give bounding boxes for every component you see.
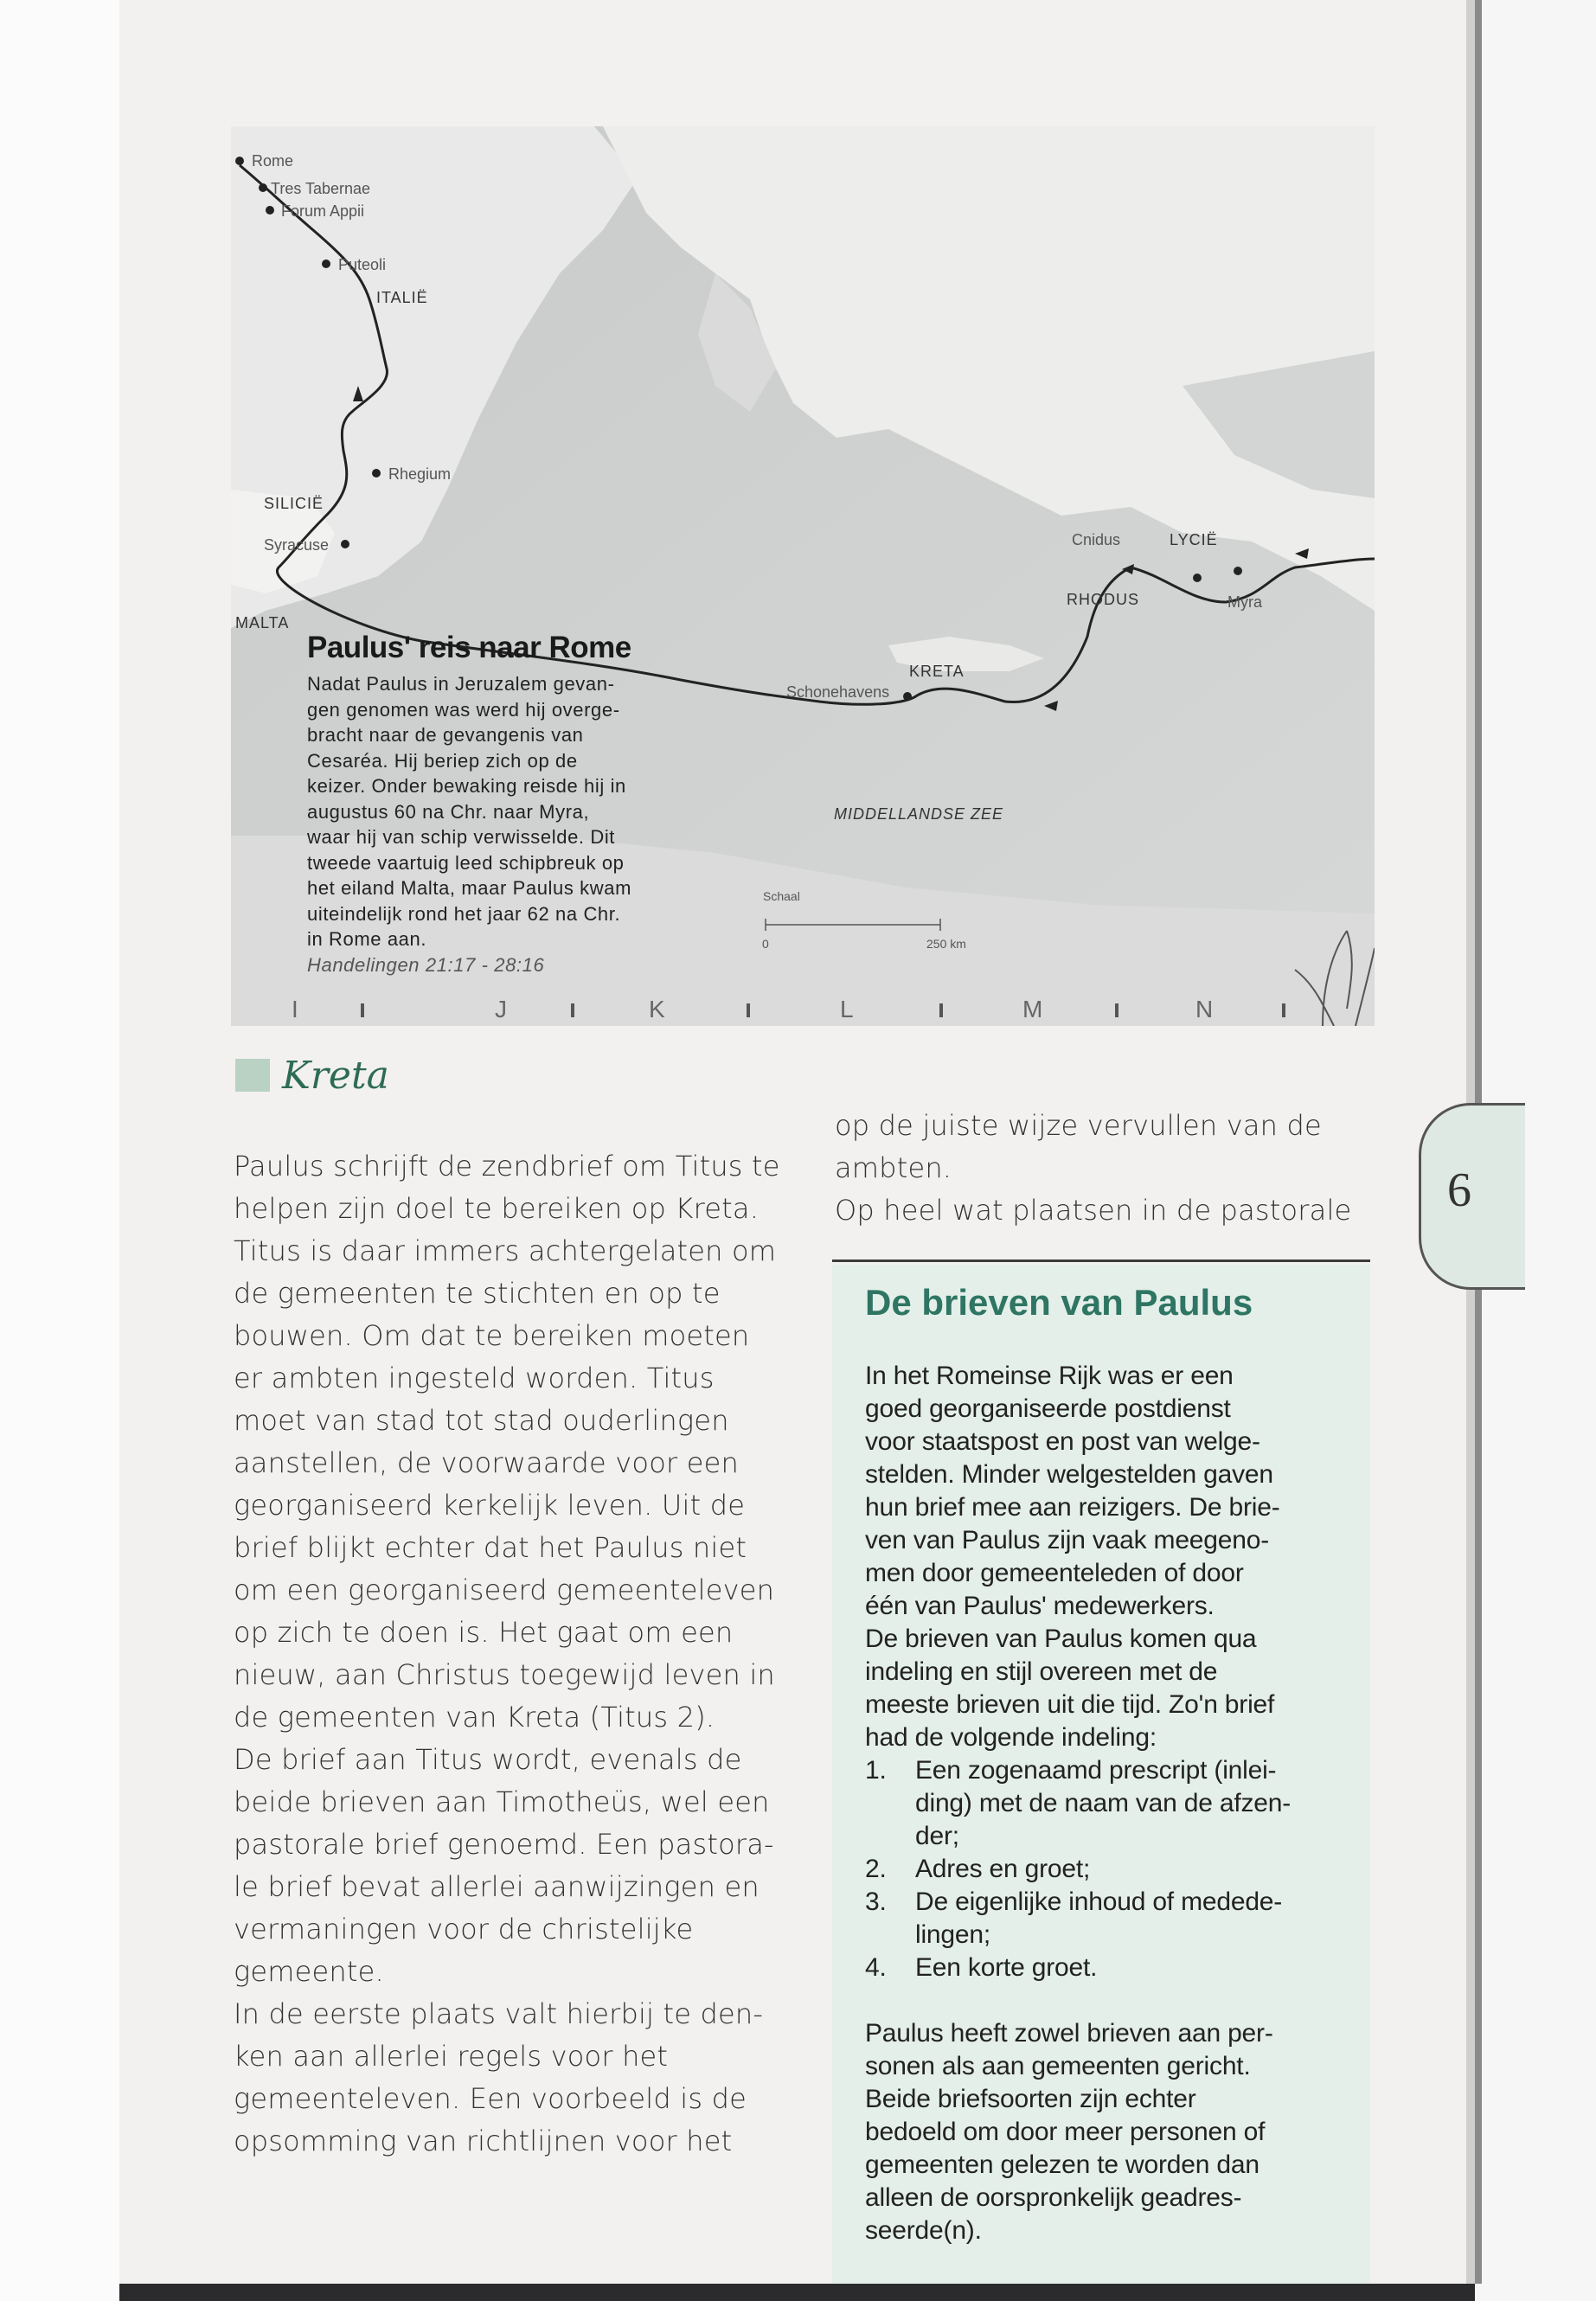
caption-line: uiteindelijk rond het jaar 62 na Chr.: [307, 902, 621, 925]
list-item: [865, 1886, 1349, 1952]
sidebar-line: Beide briefsoorten zijn echter: [865, 2085, 1196, 2113]
label-myra: Myra: [1227, 593, 1262, 611]
label-rhodus: RHODUS: [1067, 591, 1140, 608]
body-column-left: [234, 1145, 787, 2163]
body-line: de gemeenten van Kreta (Titus 2).: [234, 1701, 715, 1734]
grid-letter: L: [840, 996, 854, 1022]
list-line: der;: [915, 1822, 959, 1850]
body-line: In de eerste plaats valt hierbij te den-: [234, 1997, 764, 2030]
scale-label: Schaal: [763, 889, 800, 903]
grid-letter: N: [1195, 996, 1214, 1022]
sidebar-line: alleen de oorspronkelijk geadres-: [865, 2183, 1242, 2212]
body-line: bouwen. Om dat te bereiken moeten: [234, 1319, 750, 1352]
caption-line: keizer. Onder bewaking reisde hij in: [307, 775, 626, 797]
marker-rome: [235, 157, 244, 165]
list-line: Een korte groet.: [915, 1953, 1098, 1982]
list-line: Adres en groet;: [915, 1855, 1091, 1883]
body-line: ambten.: [835, 1151, 952, 1184]
sidebar-line: bedoeld om door meer personen of: [865, 2118, 1266, 2146]
grid-letter: M: [1022, 996, 1043, 1022]
grid-tick: [1115, 1003, 1118, 1017]
caption-line: in Rome aan.: [307, 928, 427, 950]
body-line: vermaningen voor de christelijke: [234, 1913, 694, 1945]
list-line: Een zogenaamd prescript (inlei-: [915, 1756, 1277, 1785]
marker-rhegium: [372, 469, 381, 478]
body-line: nieuw, aan Christus toegewijd leven in: [234, 1658, 775, 1691]
caption-line: het eiland Malta, maar Paulus kwam: [307, 877, 632, 899]
body-line: de gemeenten te stichten en op te: [234, 1277, 721, 1310]
caption-line: bracht naar de gevangenis van: [307, 724, 584, 746]
marker-schonehavens: [903, 692, 912, 701]
label-rhegium: Rhegium: [388, 465, 452, 483]
label-rome: Rome: [252, 152, 294, 170]
sidebar-line: men door gemeenteleden of door: [865, 1559, 1244, 1587]
grid-letter: K: [649, 996, 665, 1022]
spacer: [865, 1984, 1349, 2017]
label-lycie: LYCIË: [1170, 531, 1218, 548]
marker-syracuse: [341, 540, 349, 548]
caption-line: Cesaréa. Hij beriep zich op de: [307, 749, 578, 772]
list-number: 2.: [865, 1855, 887, 1883]
marker-puteoli: [322, 260, 330, 268]
chapter-tab: [1419, 1103, 1525, 1290]
chapter-tab-label: 6: [1447, 1163, 1471, 1217]
body-line: moet van stad tot stad ouderlingen: [234, 1404, 729, 1437]
label-tres-tabernae: Tres Tabernae: [271, 180, 371, 197]
map-caption: [307, 630, 740, 977]
sidebar-line: In het Romeinse Rijk was er een: [865, 1362, 1234, 1390]
section-heading: [235, 1054, 389, 1097]
sidebar-line: indeling en stijl overeen met de: [865, 1657, 1218, 1686]
marker-myra: [1234, 567, 1242, 575]
map-title: Paulus' reis naar Rome: [307, 631, 631, 664]
list-item: [865, 1853, 1349, 1886]
body-line: op zich te doen is. Het gaat om een: [234, 1616, 734, 1649]
sidebar-rule: [832, 1259, 1370, 1262]
sidebar-line: goed georganiseerde postdienst: [865, 1394, 1231, 1423]
body-line: er ambten ingesteld worden. Titus: [234, 1362, 715, 1394]
marker-forum-appii: [266, 206, 274, 215]
body-line: brief blijkt echter dat het Paulus niet: [234, 1531, 747, 1564]
label-forum-appii: Forum Appii: [281, 202, 365, 220]
grid-letter: I: [292, 996, 298, 1022]
sidebar-outro: [865, 2017, 1349, 2247]
scan-margin-left: [0, 0, 119, 2301]
list-number: 3.: [865, 1888, 887, 1916]
sidebar-line: hun brief mee aan reizigers. De brie-: [865, 1493, 1280, 1522]
label-puteoli: Puteoli: [338, 256, 387, 273]
body-line: Op heel wat plaatsen in de pastorale: [835, 1194, 1352, 1227]
list-number: 4.: [865, 1953, 887, 1982]
list-line: ding) met de naam van de afzen-: [915, 1789, 1292, 1817]
grid-tick: [747, 1003, 750, 1017]
caption-line: Nadat Paulus in Jeruzalem gevan-: [307, 673, 615, 695]
marker-cnidus: [1193, 574, 1202, 582]
body-line: pastorale brief genoemd. Een pastora-: [234, 1828, 774, 1861]
grid-letter: J: [495, 996, 507, 1022]
list-number: 1.: [865, 1756, 887, 1785]
sidebar-line: De brieven van Paulus komen qua: [865, 1625, 1257, 1653]
sidebar-list: [865, 1754, 1349, 1984]
sidebar-line: meeste brieven uit die tijd. Zo'n brief: [865, 1690, 1275, 1719]
grid-tick: [571, 1003, 574, 1017]
bottom-edge: [119, 2284, 1475, 2301]
sidebar-line: ven van Paulus zijn vaak meegeno-: [865, 1526, 1270, 1554]
sidebar-line: seerde(n).: [865, 2216, 982, 2245]
body-line: georganiseerd kerkelijk leven. Uit de: [234, 1489, 746, 1522]
body-line: op de juiste wijze vervullen van de: [835, 1109, 1322, 1142]
caption-line: waar hij van schip verwisselde. Dit: [307, 826, 616, 848]
grid-tick: [361, 1003, 364, 1017]
list-line: lingen;: [915, 1920, 991, 1949]
caption-line: gen genomen was werd hij overge-: [307, 698, 620, 721]
heading-square: [235, 1059, 270, 1092]
label-italie: ITALIË: [376, 289, 428, 306]
body-line: beide brieven aan Timotheüs, wel een: [234, 1785, 770, 1818]
body-line: De brief aan Titus wordt, evenals de: [234, 1743, 742, 1776]
sidebar-line: sonen als aan gemeenten gericht.: [865, 2052, 1251, 2080]
sidebar-body: [865, 1360, 1349, 2247]
body-text: [234, 1145, 787, 2163]
scale-end: 250 km: [926, 937, 966, 951]
body-line: opsomming van richtlijnen voor het: [234, 2125, 733, 2157]
marker-tres-tabernae: [259, 183, 267, 192]
label-kreta: KRETA: [909, 663, 965, 680]
label-middellandse-zee: MIDDELLANDSE ZEE: [834, 805, 1004, 823]
body-line: gemeente.: [234, 1955, 384, 1988]
sidebar-title: De brieven van Paulus: [865, 1282, 1253, 1323]
sidebar-line: voor staatspost en post van welge-: [865, 1427, 1260, 1456]
body-column-right: [835, 1105, 1380, 1232]
label-schonehavens: Schonehavens: [786, 683, 890, 701]
label-cnidus: Cnidus: [1072, 531, 1121, 548]
grid-tick: [939, 1003, 943, 1017]
grid-tick: [1282, 1003, 1285, 1017]
sidebar-line: één van Paulus' medewerkers.: [865, 1592, 1215, 1620]
body-text: [835, 1105, 1380, 1232]
sidebar-line: had de volgende indeling:: [865, 1723, 1157, 1752]
caption-line: augustus 60 na Chr. naar Myra,: [307, 800, 590, 823]
caption-line: tweede vaartuig leed schipbreuk op: [307, 851, 625, 874]
body-line: le brief bevat allerlei aanwijzingen en: [234, 1870, 760, 1903]
body-line: aanstellen, de voorwaarde voor een: [234, 1446, 739, 1479]
body-line: Titus is daar immers achtergelaten om: [234, 1234, 777, 1267]
label-silicie: SILICIË: [264, 495, 324, 512]
map-caption-text: [307, 671, 740, 952]
section-title: Kreta: [282, 1053, 389, 1098]
label-malta: MALTA: [235, 614, 290, 631]
body-line: Paulus schrijft de zendbrief om Titus te: [234, 1150, 780, 1183]
sidebar-line: gemeenten gelezen te worden dan: [865, 2150, 1259, 2179]
label-syracuse: Syracuse: [264, 536, 330, 554]
sidebar-intro: [865, 1360, 1349, 1754]
list-item: [865, 1754, 1349, 1853]
sidebar-line: stelden. Minder welgestelden gaven: [865, 1460, 1273, 1489]
body-line: helpen zijn doel te bereiken op Kreta.: [234, 1192, 760, 1225]
body-line: om een georganiseerd gemeenteleven: [234, 1574, 775, 1606]
list-line: De eigenlijke inhoud of medede-: [915, 1888, 1283, 1916]
scale-start: 0: [762, 937, 769, 951]
list-item: [865, 1952, 1349, 1984]
sidebar-line: Paulus heeft zowel brieven aan per-: [865, 2019, 1273, 2048]
body-line: ken aan allerlei regels voor het: [234, 2040, 669, 2073]
map-reference: Handelingen 21:17 - 28:16: [307, 953, 545, 976]
body-line: gemeenteleven. Een voorbeeld is de: [234, 2082, 747, 2115]
